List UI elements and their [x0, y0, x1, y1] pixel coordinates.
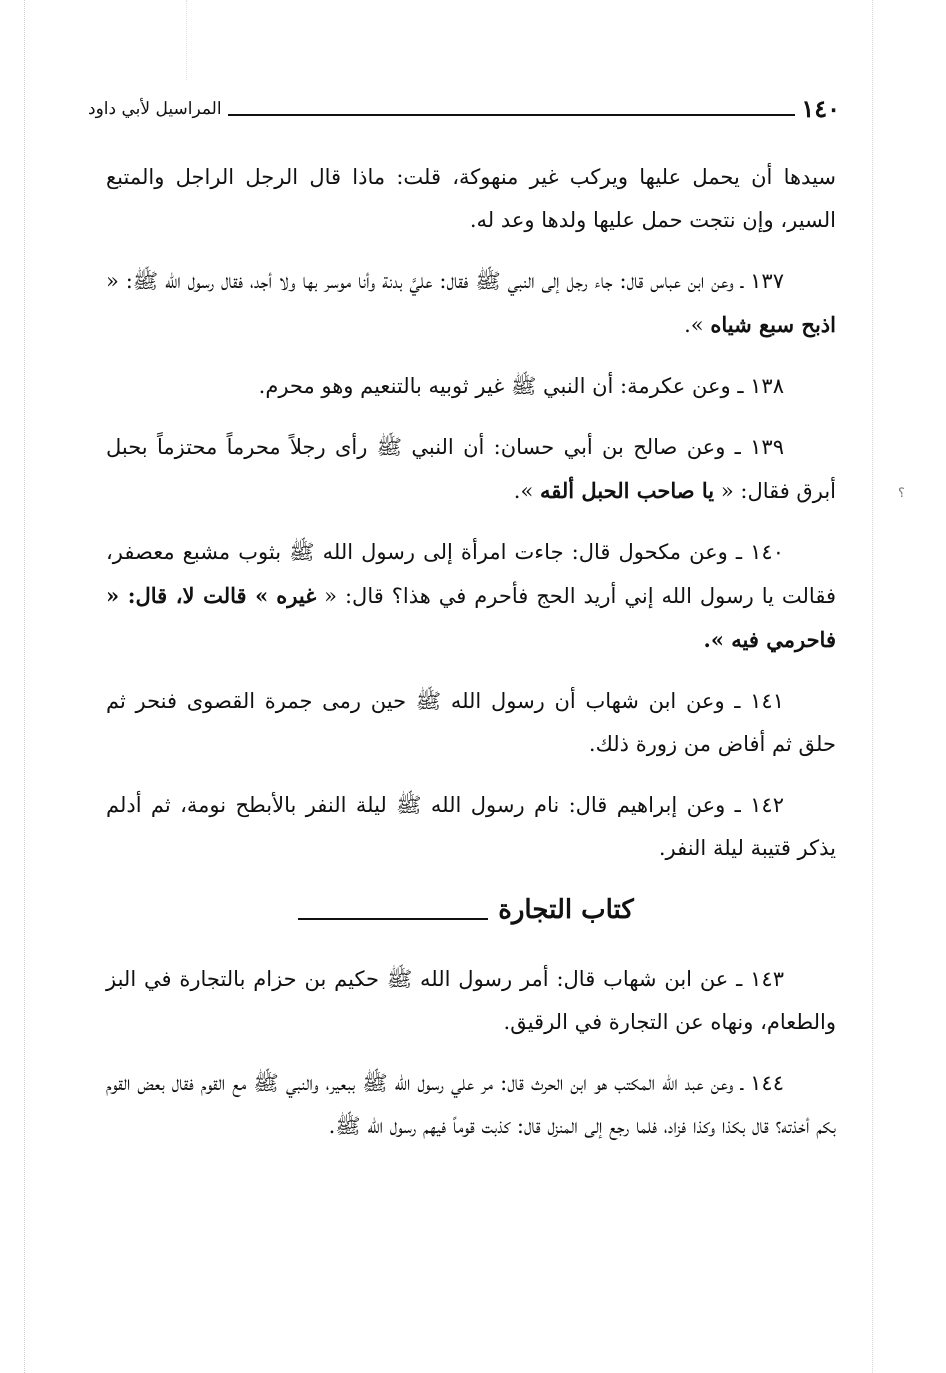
hadith-number: ١٤٣	[750, 967, 784, 991]
hadith-142: ١٤٢ ـ وعن إبراهيم قال: نام رسول الله ﷺ ليلة النفر بالأبطح نومة، ثم أدلم يذكر قتيبة ليلة النفر.	[106, 793, 836, 860]
page-header	[88, 84, 840, 124]
hadith-139: ١٣٩ ـ وعن صالح بن أبي حسان: أن النبي ﷺ رأى رجلاً محرماً محتزماً بحبل أبرق فقال: « يا صاحب الحبل ألقه ».	[106, 435, 836, 503]
book-title: المراسيل لأبي داود	[88, 99, 222, 119]
hadith-number: ١٤٤	[750, 1071, 784, 1095]
hadith-text: وعن عبد الله المكتب هو ابن الحرث قال: مر علي رسول الله ﷺ ببعير، والنبي ﷺ مع القوم فقال بعض القوم بكم أخذته؟ قال بكذا وكذا فزاد، فلما رجع إلى المنزل قال: كذبت قوماً فيهم رسول الله ﷺ.	[106, 1071, 836, 1138]
hadith-text: عن ابن شهاب قال: أمر رسول الله ﷺ حكيم بن حزام بالتجارة في البز والطعام، ونهاه عن التجارة في الرقيق.	[106, 967, 836, 1034]
hadith-text: وعن صالح بن أبي حسان: أن النبي ﷺ رأى رجلاً محرماً محتزماً بحبل أبرق فقال: «	[106, 435, 836, 503]
paragraph-text: سيدها أن يحمل عليها ويركب غير منهوكة، قلت: ماذا قال الرجل الراجل والمتبع السير، وإن نتجت حمل عليها ولدها وعد له.	[106, 165, 836, 232]
scan-edge-top	[186, 0, 187, 80]
hadith-number: ١٤٢	[750, 793, 784, 817]
hadith-number: ١٣٧	[750, 269, 784, 293]
hadith-number: ١٣٩	[750, 435, 784, 459]
margin-mark: ؟	[898, 486, 905, 501]
hadith-text: وعن ابن شهاب أن رسول الله ﷺ حين رمى جمرة القصوى فنحر ثم حلق ثم أفاض من زورة ذلك.	[106, 689, 836, 756]
section-rule	[298, 918, 488, 920]
page-number: ١٤٠	[801, 94, 840, 123]
hadith-quote: يا صاحب الحبل ألقه	[540, 478, 715, 503]
header-rule	[228, 114, 796, 116]
scan-edge-right	[872, 0, 873, 1373]
hadith-text: وعن ابن عباس قال: جاء رجل إلى النبي ﷺ فقال: عليَّ بدنة وأنا موسر بها ولا أجد، فقال رسول الله ﷺ: «	[106, 269, 734, 293]
hadith-137: ١٣٧ ـ وعن ابن عباس قال: جاء رجل إلى النبي ﷺ فقال: عليَّ بدنة وأنا موسر بها ولا أجد، فقال رسول الله ﷺ: « اذبح سبع شياه ».	[106, 269, 836, 337]
hadith-text: وعن إبراهيم قال: نام رسول الله ﷺ ليلة النفر بالأبطح نومة، ثم أدلم يذكر قتيبة ليلة النفر.	[106, 793, 836, 860]
hadith-text: وعن عكرمة: أن النبي ﷺ غير ثوبيه بالتنعيم وهو محرم.	[258, 374, 731, 398]
section-heading	[106, 888, 836, 932]
hadith-after: ».	[513, 479, 534, 503]
hadith-number: ١٤١	[750, 689, 784, 713]
hadith-143: ١٤٣ ـ عن ابن شهاب قال: أمر رسول الله ﷺ حكيم بن حزام بالتجارة في البز والطعام، ونهاه عن التجارة في الرقيق.	[106, 967, 836, 1034]
hadith-quote: اذبح سبع شياه	[710, 312, 836, 337]
section-title: كتاب التجارة	[498, 894, 634, 925]
body-text	[106, 156, 836, 1166]
hadith-after: ».	[684, 313, 704, 337]
hadith-number: ١٣٨	[750, 374, 784, 398]
hadith-140: ١٤٠ ـ وعن مكحول قال: جاءت امرأة إلى رسول الله ﷺ بثوب مشبع معصفر، فقالت يا رسول الله إني أريد الحج فأحرم في هذا؟ قال: « غيره » قالت لا، قال: « فاحرمي فيه ».	[106, 540, 836, 652]
hadith-quote: غيره	[276, 583, 317, 608]
paragraph-continuation	[106, 156, 836, 242]
hadith-138: ١٣٨ ـ وعن عكرمة: أن النبي ﷺ غير ثوبيه بالتنعيم وهو محرم.	[258, 374, 784, 398]
hadith-141: ١٤١ ـ وعن ابن شهاب أن رسول الله ﷺ حين رمى جمرة القصوى فنحر ثم حلق ثم أفاض من زورة ذلك.	[106, 689, 836, 756]
hadith-after: » قالت لا، قال: « فاحرمي فيه ».	[106, 583, 836, 652]
scan-edge-left	[24, 0, 25, 1373]
hadith-number: ١٤٠	[750, 540, 784, 564]
hadith-144: ١٤٤ ـ وعن عبد الله المكتب هو ابن الحرث قال: مر علي رسول الله ﷺ ببعير، والنبي ﷺ مع القوم فقال بعض القوم بكم أخذته؟ قال بكذا وكذا فزاد، فلما رجع إلى المنزل قال: كذبت قوماً فيهم رسول الله ﷺ.	[106, 1071, 836, 1138]
hadith-text: وعن مكحول قال: جاءت امرأة إلى رسول الله ﷺ بثوب مشبع معصفر، فقالت يا رسول الله إني أريد الحج فأحرم في هذا؟ قال: «	[106, 540, 836, 608]
